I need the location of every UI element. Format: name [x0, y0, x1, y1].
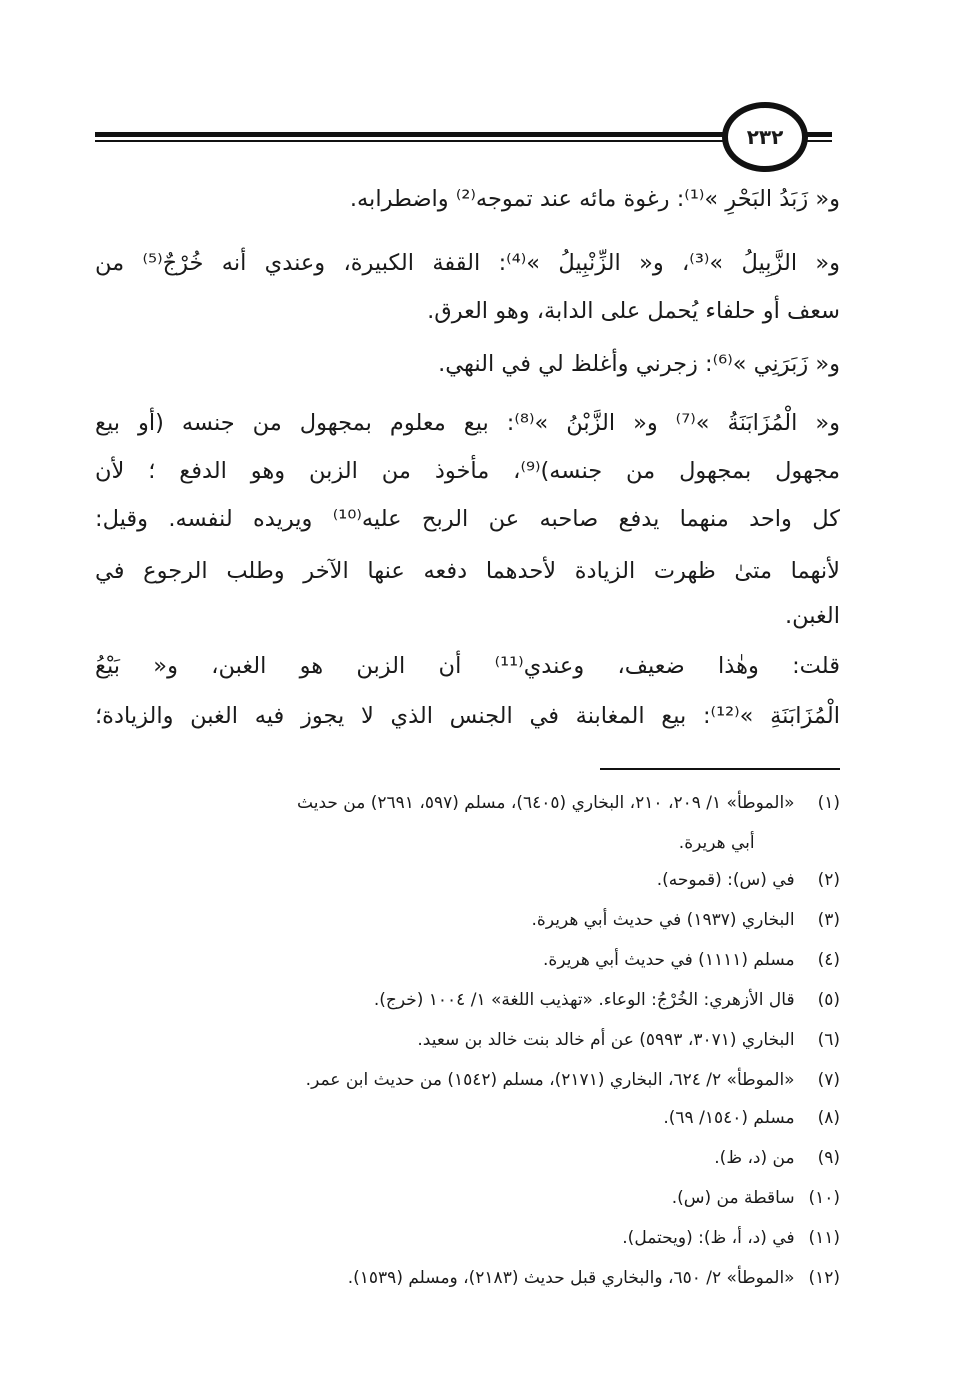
- footnote-text: البخاري (١٩٣٧) في حديث أبي هريرة.: [531, 910, 800, 930]
- footnote-text: «الموطأ» ٢/ ٦٥٠، والبخاري قبل حديث (٢١٨٣)، ومسلم (١٥٣٩).: [347, 1268, 800, 1288]
- body-line: سعف أو حلفاء يُحمل على الدابة، وهو العرق.: [427, 298, 840, 324]
- footnote-text: في (د، أ، ظ): (ويحتمل).: [622, 1228, 800, 1248]
- footnote-number: (٥): [817, 990, 840, 1010]
- body-line: الْمُزَابَنَةِ »⁽¹²⁾: بيع المغابنة في الجنس الذي لا يجوز فيه الغبن والزيادة؛: [95, 703, 841, 729]
- body-line: لأنهما متىٰ ظهرت الزيادة لأحدهما دفعه عنها الآخر وطلب الرجوع في: [95, 558, 840, 584]
- footnote-text: قال الأزهري: الخُرْجُ: الوعاء. «تهذيب اللغة» ١/ ١٠٠٤ (خرج).: [373, 990, 800, 1010]
- footnote: [100, 1072, 840, 1089]
- footnote-number: (٤): [817, 950, 840, 970]
- body-line: الغبن.: [784, 603, 840, 629]
- footnote-number: (٣): [817, 910, 840, 930]
- footnote: [100, 1230, 840, 1247]
- footnote-number: (٨): [817, 1108, 840, 1128]
- footnote: [100, 992, 840, 1009]
- footnote: [100, 1032, 840, 1049]
- footnote-text: ساقطة من (س).: [671, 1188, 800, 1208]
- page-number-badge: [722, 102, 808, 172]
- footnote-text: البخاري (٣٠٧١، ٥٩٩٣) عن أم خالد بنت خالد بن سعيد.: [417, 1030, 800, 1050]
- footnote-text: مسلم (١٥٤٠/ ٦٩).: [663, 1108, 800, 1128]
- footnote-separator: [600, 768, 840, 770]
- footnote-number: (١١): [808, 1228, 840, 1248]
- footnote-number: (١٠): [808, 1188, 840, 1208]
- footnote-text: من (د، ظ).: [714, 1148, 800, 1168]
- footnote-number: (١٢): [808, 1268, 840, 1288]
- body-line: قلت: وهٰذا ضعيف، وعندي⁽¹¹⁾ أن الزبن هو الغبن، و« بَيْعُ: [95, 653, 840, 679]
- body-line: و« زَبَدُ البَحْرِ »⁽¹⁾: رغوة مائه عند تموجه⁽²⁾ واضطرابه.: [349, 186, 840, 212]
- footnote: [100, 795, 840, 812]
- footnote-number: (٢): [817, 870, 840, 890]
- body-line: و« زَبَرَنِي »⁽⁶⁾: زجرني وأغلظ لي في النهي.: [438, 351, 840, 377]
- body-line: كل واحد منهما يدفع صاحبه عن الربح عليه⁽¹⁰⁾ ويريده لنفسه. وقيل:: [95, 506, 841, 532]
- footnote: [100, 1110, 840, 1127]
- header-rule-thin: [95, 140, 735, 142]
- footnote-text: «الموطأ» ٢/ ٦٢٤، البخاري (٢١٧١)، مسلم (١٥٤٢) من حديث ابن عمر.: [305, 1070, 800, 1090]
- footnote-number: (١): [817, 793, 840, 813]
- footnote: [100, 1270, 840, 1287]
- footnote-text: مسلم (١١١١) في حديث أبي هريرة.: [543, 950, 800, 970]
- footnote: [100, 872, 840, 889]
- page-number: ٢٣٢: [746, 125, 784, 149]
- footnote: [100, 952, 840, 969]
- footnote-number: (٩): [817, 1148, 840, 1168]
- body-line: و« الزَّبِيلُ »⁽³⁾، و« الزِّنْبِيلُ »⁽⁴⁾: القفة الكبيرة، وعندي أنه خُرْجٌ⁽⁵⁾ من: [95, 250, 841, 276]
- footnote: [100, 835, 840, 852]
- body-line: و« الْمُزَابَنَةُ »⁽⁷⁾ و« الزَّبْنُ »⁽⁸⁾: بيع معلوم بمجهول من جنسه (أو بيع: [95, 410, 841, 436]
- footnote-number: (٦): [817, 1030, 840, 1050]
- body-line: مجهول بمجهول من جنسه)⁽⁹⁾، مأخوذ من الزبن وهو الدفع ؛ لأن: [95, 458, 840, 484]
- footnote: [100, 912, 840, 929]
- footnote: [100, 1190, 840, 1207]
- footnote-number: (٧): [817, 1070, 840, 1090]
- header-rule: [95, 132, 735, 137]
- footnote-text: في (س): (قموحه).: [656, 870, 800, 890]
- footnote-text: «الموطأ» ١/ ٢٠٩، ٢١٠، البخاري (٦٤٠٥)، مسلم (٥٩٧، ٢٦٩١) من حديث: [297, 793, 800, 813]
- footnote-text: أبي هريرة.: [678, 833, 760, 853]
- footnote: [100, 1150, 840, 1167]
